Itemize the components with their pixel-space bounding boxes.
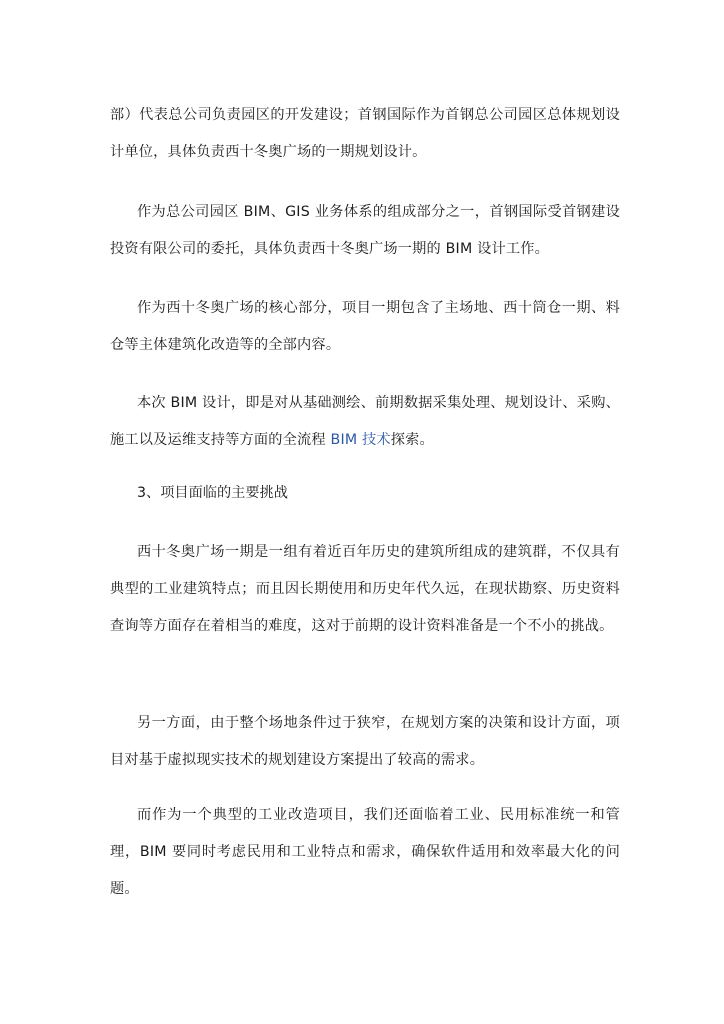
paragraph-bim-gis: 作为总公司园区 BIM、GIS 业务体系的组成部分之一，首钢国际受首钢建设投资有限公司的委托，具体负责西十冬奥广场一期的 BIM 设计工作。 [110, 204, 620, 257]
paragraph-history-challenge: 西十冬奥广场一期是一组有着近百年历史的建筑所组成的建筑群，不仅具有典型的工业建筑特点；而且因长期使用和历史年代久远，在现状勘察、历史资料查询等方面存在着相当的难度，这对于前期的设计资料准备是一个不小的挑战。 [110, 544, 620, 634]
section-heading-challenges: 3、项目面临的主要挑战 [137, 485, 288, 501]
bim-design-text-after: 探索。 [390, 432, 434, 448]
bim-technology-link[interactable]: BIM 技术 [330, 432, 391, 448]
paragraph-site-constraint: 另一方面，由于整个场地条件过于狭窄，在规划方案的决策和设计方面，项目对基于虚拟现实技术的规划建设方案提出了较高的需求。 [110, 715, 620, 768]
paragraph-intro: 部）代表总公司负责园区的开发建设；首钢国际作为首钢总公司园区总体规划设计单位，具体负责西十冬奥广场的一期规划设计。 [110, 107, 620, 160]
bim-design-text-before: 本次 BIM 设计，即是对从基础测绘、前期数据采集处理、规划设计、采购、施工以及运维支持等方面的全流程 [110, 395, 620, 448]
paragraph-bim-design [110, 385, 620, 459]
paragraph-core-part: 作为西十冬奥广场的核心部分，项目一期包含了主场地、西十筒仓一期、料仓等主体建筑化改造等的全部内容。 [110, 300, 620, 353]
paragraph-standards: 而作为一个典型的工业改造项目，我们还面临着工业、民用标准统一和管理，BIM 要同时考虑民用和工业特点和需求，确保软件适用和效率最大化的问题。 [110, 807, 620, 897]
